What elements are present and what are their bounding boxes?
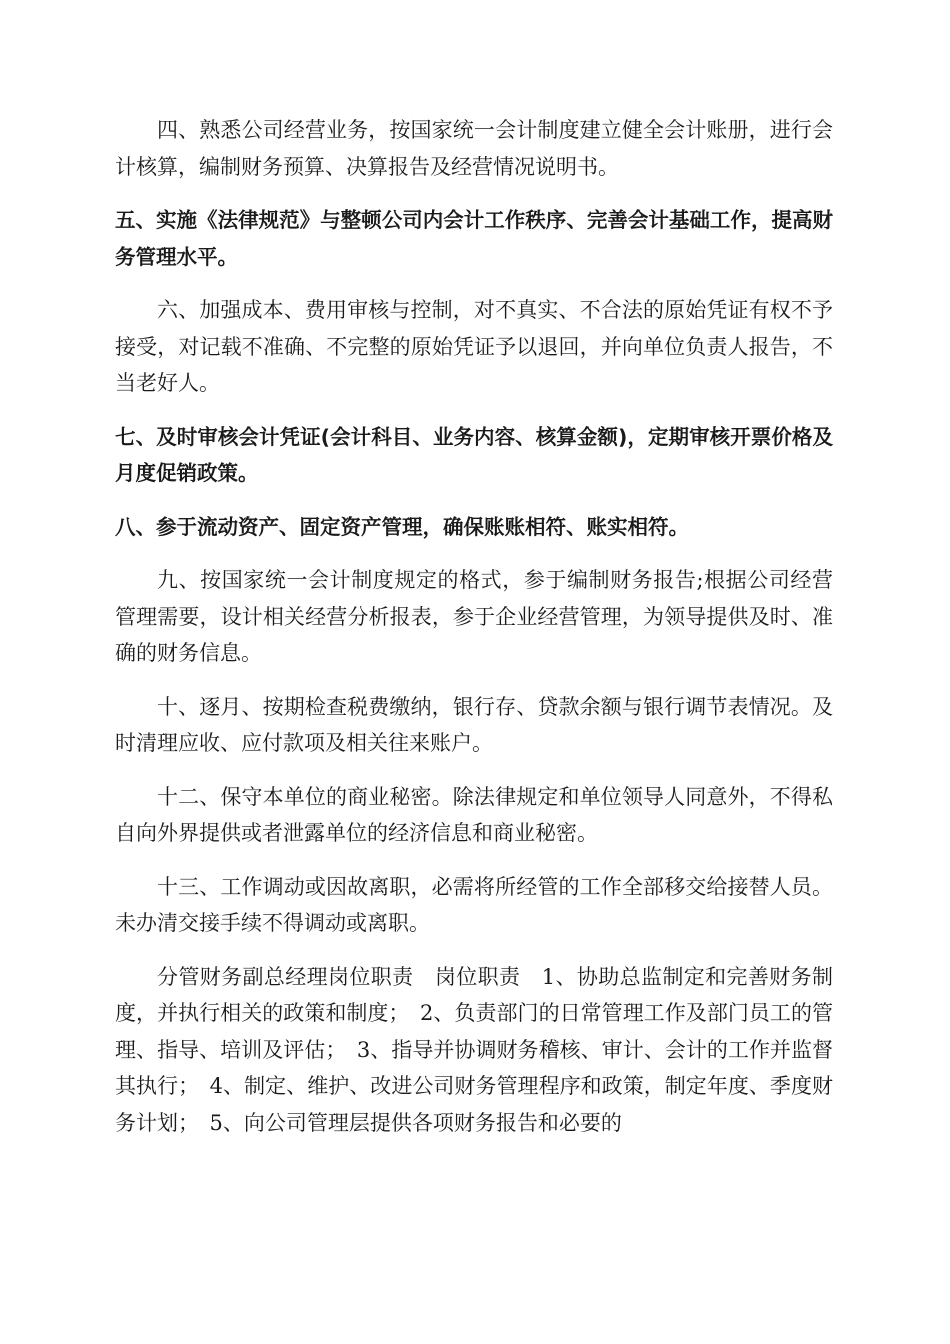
paragraph-5-bold: 五、实施《法律规范》与整顿公司内会计工作秩序、完善会计基础工作，提高财务管理水平。 bbox=[115, 208, 833, 269]
paragraph-9: 九、按国家统一会计制度规定的格式，参于编制财务报告;根据公司经营管理需要，设计相关经营分析报表，参于企业经营管理，为领导提供及时、准确的财务信息。 bbox=[115, 568, 833, 665]
paragraph-6: 六、加强成本、费用审核与控制，对不真实、不合法的原始凭证有权不予接受，对记载不准确、不完整的原始凭证予以退回，并向单位负责人报告，不当老好人。 bbox=[115, 298, 833, 395]
document-page bbox=[115, 112, 833, 1158]
paragraph-vice-gm-duties: 分管财务副总经理岗位职责 岗位职责 1、协助总监制定和完善财务制度，并执行相关的政策和制度； 2、负责部门的日常管理工作及部门员工的管理、指导、培训及评估； 3、指导并协调财务稽核、审计、会计的工作并监督其执行； 4、制定、维护、改进公司财务管理程序和政策，制定年度、季度财务计划； 5、向公司管理层提供各项财务报告和必要的 bbox=[115, 964, 833, 1135]
paragraph-4: 四、熟悉公司经营业务，按国家统一会计制度建立健全会计账册，进行会计核算，编制财务预算、决算报告及经营情况说明书。 bbox=[115, 118, 833, 179]
paragraph-8-bold: 八、参于流动资产、固定资产管理，确保账账相符、账实相符。 bbox=[115, 514, 689, 539]
paragraph-10: 十、逐月、按期检查税费缴纳，银行存、贷款余额与银行调节表情况。及时清理应收、应付款项及相关往来账户。 bbox=[115, 694, 833, 755]
paragraph-12: 十二、保守本单位的商业秘密。除法律规定和单位领导人同意外，不得私自向外界提供或者泄露单位的经济信息和商业秘密。 bbox=[115, 784, 833, 845]
paragraph-13: 十三、工作调动或因故离职，必需将所经管的工作全部移交给接替人员。未办清交接手续不得调动或离职。 bbox=[115, 874, 833, 935]
paragraph-7-bold: 七、及时审核会计凭证(会计科目、业务内容、核算金额)，定期审核开票价格及月度促销政策。 bbox=[115, 424, 833, 485]
